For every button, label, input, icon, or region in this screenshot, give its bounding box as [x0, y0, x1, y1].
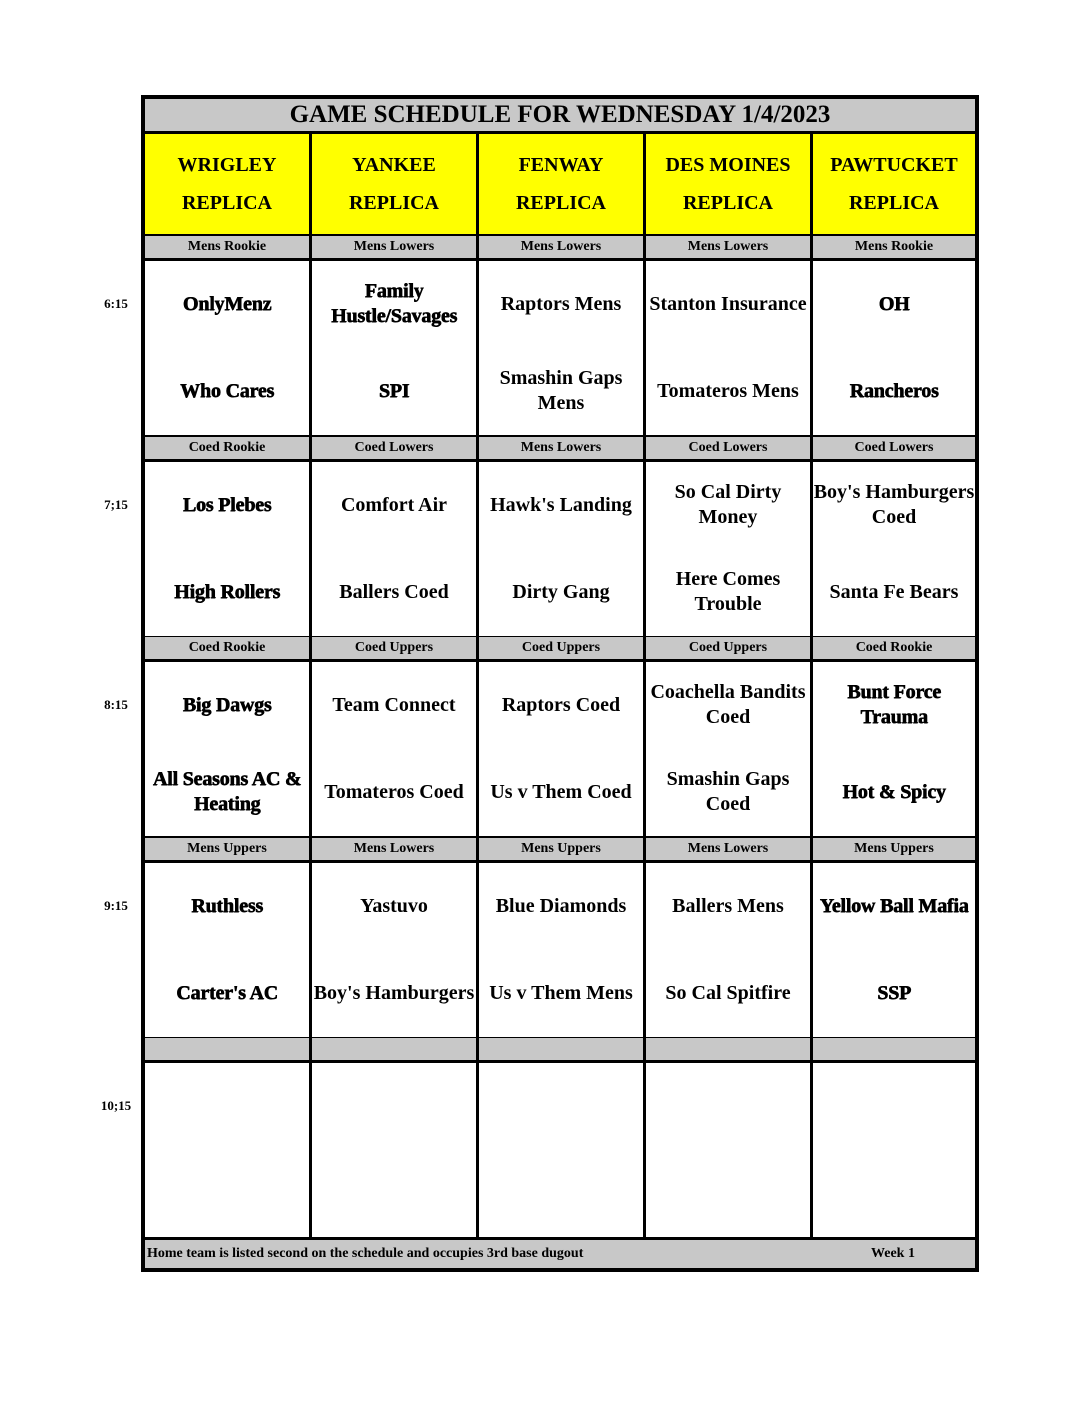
time-label: 9:15 — [104, 898, 128, 913]
away-team: Yellow Ball Mafia — [819, 894, 969, 917]
division-label: Coed Lowers — [646, 437, 810, 459]
game-cell — [145, 662, 309, 836]
game-cell — [312, 863, 476, 1037]
venue-subtitle: REPLICA — [515, 192, 606, 214]
away-team: Stanton Insurance — [649, 292, 807, 315]
division-label: Mens Uppers — [479, 838, 643, 860]
away-team: Hawk's Landing — [490, 493, 632, 516]
venue-name: YANKEE — [352, 154, 436, 176]
home-team: SSP — [877, 981, 911, 1004]
away-team — [479, 1063, 643, 1149]
home-team: So Cal Spitfire — [665, 981, 791, 1004]
home-team: Ballers Coed — [339, 580, 449, 603]
away-team: OH — [878, 292, 910, 315]
venue-name: FENWAY — [518, 154, 604, 176]
division-label: Mens Lowers — [646, 838, 810, 860]
home-team: Carter's AC — [176, 981, 278, 1004]
away-team: So Cal Dirty Money — [674, 481, 782, 528]
division-label — [479, 1038, 643, 1060]
game-cell — [312, 261, 476, 435]
time-label: 7;15 — [104, 497, 128, 512]
game-cell — [813, 662, 975, 836]
division-label: Coed Uppers — [479, 637, 643, 659]
home-team — [646, 1149, 810, 1237]
game-cell — [646, 1063, 810, 1237]
away-team: OnlyMenz — [182, 292, 272, 315]
week-label: Week 1 — [871, 1246, 915, 1261]
venue-header-3 — [646, 134, 810, 234]
division-label: Mens Rookie — [145, 236, 309, 258]
away-team: Los Plebes — [182, 493, 272, 516]
game-cell — [312, 1063, 476, 1237]
division-label: Coed Rookie — [145, 637, 309, 659]
venue-subtitle: REPLICA — [848, 192, 939, 214]
away-team — [312, 1063, 476, 1149]
division-label — [646, 1038, 810, 1060]
game-cell — [813, 863, 975, 1037]
game-cell — [813, 261, 975, 435]
time-label: 10;15 — [100, 1098, 132, 1113]
venue-header-4 — [813, 134, 975, 234]
home-team: Hot & Spicy — [842, 780, 946, 803]
division-label: Mens Uppers — [813, 838, 975, 860]
away-team: Big Dawgs — [182, 693, 272, 716]
division-label: Coed Lowers — [813, 437, 975, 459]
venue-header-1 — [312, 134, 476, 234]
home-team: SPI — [378, 379, 410, 402]
venue-name: DES MOINES — [665, 154, 791, 176]
home-team: Smashin Gaps Mens — [499, 367, 623, 414]
time-label: 8:15 — [104, 697, 128, 712]
footer-note: Home team is listed second on the schedule and occupies 3rd base dugout — [147, 1246, 584, 1261]
venue-header-2 — [479, 134, 643, 234]
game-cell — [646, 662, 810, 836]
division-label — [813, 1038, 975, 1060]
game-cell — [479, 863, 643, 1037]
away-team: Team Connect — [332, 693, 456, 716]
venue-subtitle: REPLICA — [682, 192, 773, 214]
division-label: Mens Rookie — [813, 236, 975, 258]
away-team: Boy's Hamburgers Coed — [813, 481, 975, 528]
division-label: Coed Uppers — [646, 637, 810, 659]
away-team — [646, 1063, 810, 1149]
away-team — [813, 1063, 975, 1149]
away-team: Coachella Bandits Coed — [650, 681, 806, 728]
away-team: Yastuvo — [360, 894, 428, 917]
division-label: Coed Rookie — [813, 637, 975, 659]
game-cell — [145, 863, 309, 1037]
home-team: Tomateros Mens — [657, 379, 799, 402]
game-cell — [479, 462, 643, 636]
venue-name: PAWTUCKET — [830, 154, 958, 176]
home-team: Us v Them Mens — [489, 981, 633, 1004]
home-team: Tomateros Coed — [324, 780, 464, 803]
home-team — [479, 1149, 643, 1237]
game-cell — [646, 863, 810, 1037]
home-team: Rancheros — [849, 379, 939, 402]
schedule-table — [141, 95, 979, 1272]
division-label: Mens Lowers — [312, 236, 476, 258]
game-cell — [479, 1063, 643, 1237]
game-cell — [479, 261, 643, 435]
away-team: Ballers Mens — [672, 894, 784, 917]
game-cell — [145, 462, 309, 636]
venue-subtitle: REPLICA — [181, 192, 272, 214]
division-label: Mens Lowers — [312, 838, 476, 860]
venue-subtitle: REPLICA — [348, 192, 439, 214]
home-team — [813, 1149, 975, 1237]
game-cell — [646, 462, 810, 636]
away-team: Ruthless — [191, 894, 263, 917]
division-label: Coed Uppers — [312, 637, 476, 659]
home-team: High Rollers — [174, 580, 280, 603]
game-cell — [145, 1063, 309, 1237]
division-label — [145, 1038, 309, 1060]
home-team: Boy's Hamburgers — [313, 981, 475, 1004]
home-team — [145, 1149, 309, 1237]
home-team — [312, 1149, 476, 1237]
schedule-footer — [145, 1240, 975, 1268]
away-team: Raptors Coed — [501, 693, 621, 716]
division-label: Coed Lowers — [312, 437, 476, 459]
home-team: Smashin Gaps Coed — [666, 768, 790, 815]
home-team: Santa Fe Bears — [829, 580, 959, 603]
game-cell — [813, 462, 975, 636]
away-team: Blue Diamonds — [495, 894, 627, 917]
game-cell — [312, 662, 476, 836]
venue-name: WRIGLEY — [177, 154, 277, 176]
home-team: Who Cares — [180, 379, 274, 402]
game-cell — [479, 662, 643, 836]
home-team: All Seasons AC & Heating — [152, 768, 302, 815]
division-label: Mens Lowers — [479, 437, 643, 459]
division-label — [312, 1038, 476, 1060]
away-team — [145, 1063, 309, 1149]
away-team: Bunt Force Trauma — [847, 681, 941, 728]
division-label: Coed Rookie — [145, 437, 309, 459]
division-label: Mens Uppers — [145, 838, 309, 860]
away-team: Raptors Mens — [500, 292, 622, 315]
division-label: Mens Lowers — [479, 236, 643, 258]
home-team: Here Comes Trouble — [675, 568, 781, 615]
game-cell — [145, 261, 309, 435]
venue-header-0 — [145, 134, 309, 234]
home-team: Us v Them Coed — [490, 780, 632, 803]
game-cell — [312, 462, 476, 636]
schedule-title: GAME SCHEDULE FOR WEDNESDAY 1/4/2023 — [145, 99, 975, 134]
home-team: Dirty Gang — [512, 580, 610, 603]
away-team: Comfort Air — [340, 493, 448, 516]
division-label: Mens Lowers — [646, 236, 810, 258]
time-label: 6:15 — [104, 296, 128, 311]
game-cell — [646, 261, 810, 435]
game-cell — [813, 1063, 975, 1237]
away-team: Family Hustle/Savages — [330, 280, 458, 327]
